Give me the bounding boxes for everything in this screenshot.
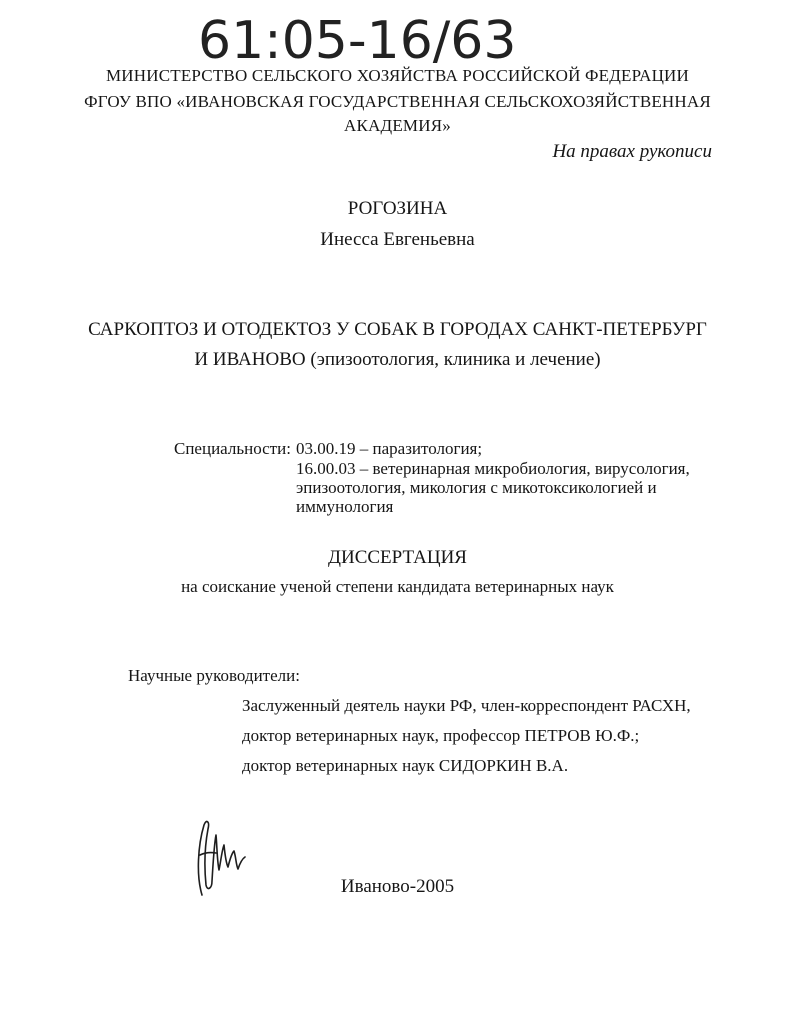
- work-type-heading: ДИССЕРТАЦИЯ: [328, 547, 467, 568]
- place-and-year: Иваново-2005: [340, 876, 455, 897]
- specialty-line-4: иммунология: [296, 497, 394, 516]
- handwritten-code-text: 61:05-16/63: [198, 11, 517, 68]
- ministry-header-line-3: АКАДЕМИЯ»: [344, 116, 451, 135]
- dissertation-title-line-1: САРКОПТОЗ И ОТОДЕКТОЗ У СОБАК В ГОРОДАХ САНКТ-ПЕТЕРБУРГ: [88, 319, 707, 340]
- dissertation-title-line-2: И ИВАНОВО (эпизоотология, клиника и лечение): [194, 349, 601, 370]
- handwritten-archive-code: [196, 6, 556, 68]
- manuscript-rights-note: На правах рукописи: [552, 141, 712, 162]
- author-surname: РОГОЗИНА: [347, 198, 448, 219]
- supervisor-line-3: доктор ветеринарных наук СИДОРКИН В.А.: [242, 756, 569, 775]
- supervisors-label: Научные руководители:: [128, 666, 300, 685]
- supervisor-line-1: Заслуженный деятель науки РФ, член-корреспондент РАСХН,: [242, 696, 691, 715]
- author-name: Инесса Евгеньевна: [320, 229, 475, 250]
- supervisor-line-2: доктор ветеринарных наук, профессор ПЕТРОВ Ю.Ф.;: [242, 726, 640, 745]
- specialty-line-1: 03.00.19 – паразитология;: [296, 439, 483, 458]
- ministry-header-line-2: ФГОУ ВПО «ИВАНОВСКАЯ ГОСУДАРСТВЕННАЯ СЕЛЬСКОХОЗЯЙСТВЕННАЯ: [84, 92, 711, 111]
- ministry-header-line-1: МИНИСТЕРСТВО СЕЛЬСКОГО ХОЗЯЙСТВА РОССИЙСКОЙ ФЕДЕРАЦИИ: [105, 66, 690, 85]
- specialties-label: Специальности:: [174, 439, 291, 458]
- specialty-line-2: 16.00.03 – ветеринарная микробиология, вирусология,: [296, 459, 690, 478]
- degree-line: на соискание ученой степени кандидата ветеринарных наук: [181, 577, 614, 596]
- specialty-line-3: эпизоотология, микология с микотоксикологией и: [296, 478, 657, 497]
